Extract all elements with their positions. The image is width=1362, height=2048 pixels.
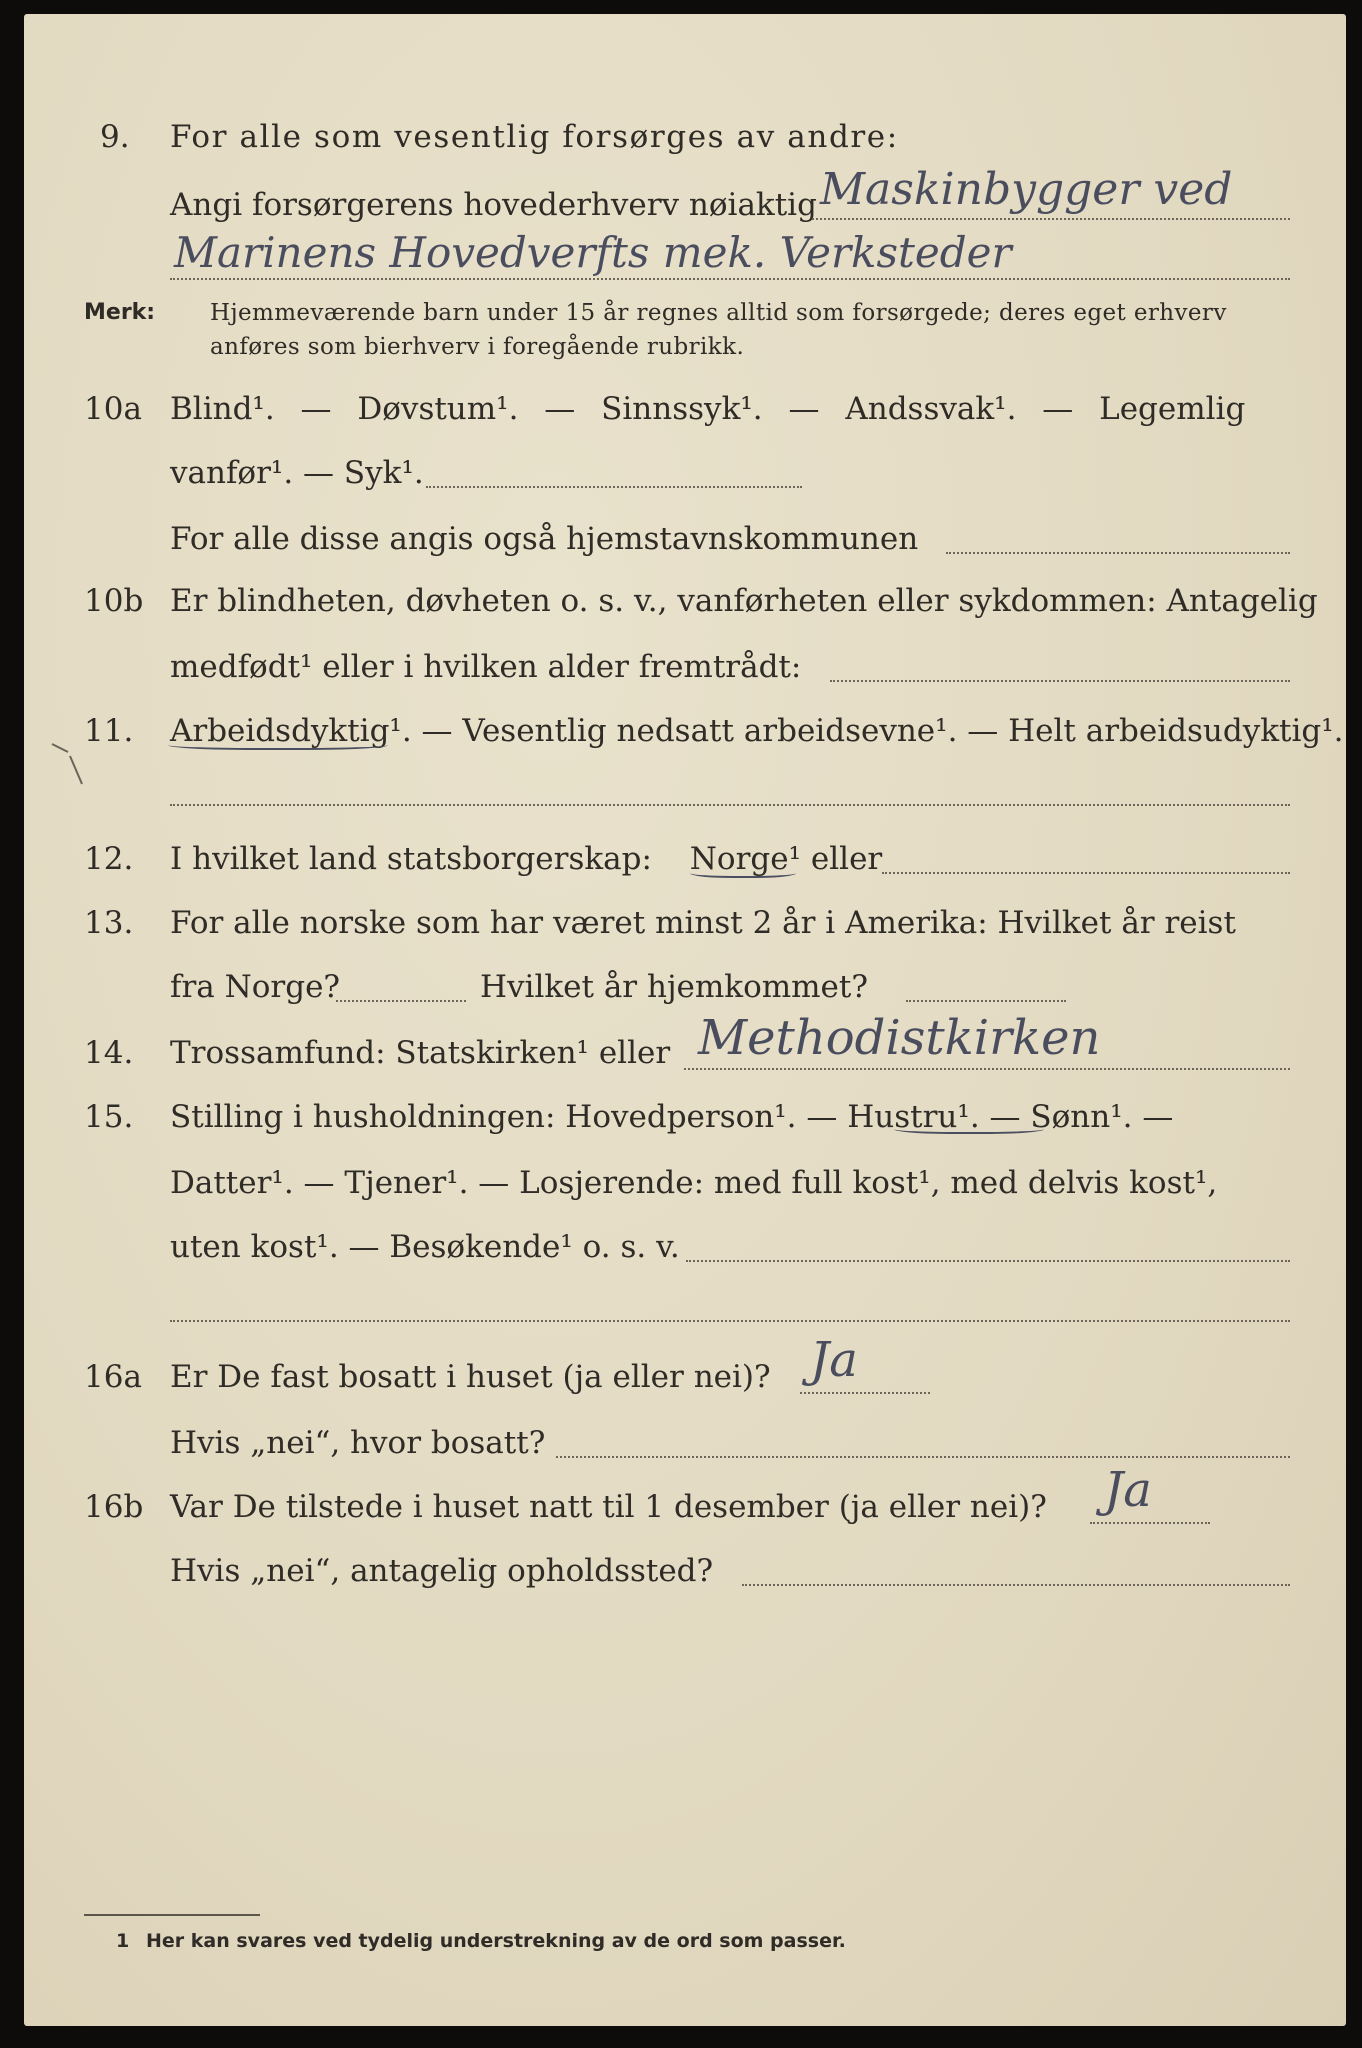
q14-answer-line — [684, 1068, 1290, 1070]
q15-underline-hustru — [894, 1122, 1044, 1134]
q13-line2a: fra Norge? — [170, 969, 341, 1005]
q16b-line1: Var De tilstede i huset natt til 1 desember (ja eller nei)? — [170, 1489, 1047, 1525]
footnote-rule — [84, 1914, 260, 1916]
q16a-line2: Hvis „nei“, hvor bosatt? — [170, 1425, 546, 1461]
q9-line2: Angi forsørgerens hovederhverv nøiaktig — [170, 187, 817, 223]
q12-answer-line — [882, 872, 1290, 874]
merk-label: Merk: — [84, 300, 156, 325]
q14-number: 14. — [84, 1035, 134, 1071]
q13-number: 13. — [84, 905, 134, 941]
q16b-number: 16b — [84, 1489, 144, 1525]
q9-handwritten-answer2: Marinens Hovedverfts mek. Verksteder — [174, 228, 1012, 277]
q16b-answer-line — [1090, 1522, 1210, 1524]
q9-number: 9. — [100, 119, 130, 155]
q12-question: I hvilket land statsborgerskap: — [170, 841, 652, 877]
q9-answer-line2 — [170, 278, 1290, 280]
q16a-residence-line — [556, 1456, 1290, 1458]
q13-departure-line — [336, 1000, 466, 1002]
q12-option-eller: eller — [810, 841, 883, 877]
q15-answer-line2 — [170, 1320, 1290, 1322]
q12-number: 12. — [84, 841, 134, 877]
q14-handwritten-answer: Methodistkirken — [698, 1010, 1101, 1066]
merk-line1: Hjemmeværende barn under 15 år regnes alltid som forsørgede; deres eget erhverv — [210, 300, 1227, 326]
q13-line2b: Hvilket år hjemkommet? — [480, 969, 868, 1005]
census-form-page — [24, 14, 1346, 2026]
q15-answer-line1 — [686, 1260, 1290, 1262]
merk-line2: anføres som bierhverv i foregående rubrikk. — [210, 334, 745, 360]
q10a-hometown-line — [946, 552, 1290, 554]
q10b-answer-line — [830, 680, 1290, 682]
q16a-answer-line — [800, 1392, 930, 1394]
q11-underline-arbeidsdyktig — [168, 738, 388, 750]
footnote-text: Her kan svares ved tydelig understrekning av de ord som passer. — [146, 1930, 846, 1952]
q15-line1: Stilling i husholdningen: Hovedperson¹. — Hustru¹. — Sønn¹. — — [170, 1099, 1174, 1135]
q9-handwritten-answer1: Maskinbygger ved — [820, 164, 1233, 215]
q10b-number: 10b — [84, 583, 144, 619]
margin-tick-mark — [46, 734, 106, 804]
q10a-answer-line — [426, 486, 802, 488]
q15-number: 15. — [84, 1099, 134, 1135]
q15-line3: uten kost¹. — Besøkende¹ o. s. v. — [170, 1229, 680, 1265]
q12-underline-norge — [690, 866, 796, 878]
q10b-line1: Er blindheten, døvheten o. s. v., vanførheten eller sykdommen: Antagelig — [170, 583, 1318, 619]
q16a-number: 16a — [84, 1359, 142, 1395]
q15-line2: Datter¹. — Tjener¹. — Losjerende: med full kost¹, med delvis kost¹, — [170, 1165, 1218, 1201]
q14-text: Trossamfund: Statskirken¹ eller — [170, 1035, 671, 1071]
q13-return-line — [906, 1000, 1066, 1002]
q16b-handwritten-answer: Ja — [1104, 1462, 1152, 1518]
q9-answer-line1 — [812, 218, 1290, 220]
q9-line1: For alle som vesentlig forsørges av andre: — [170, 119, 899, 155]
q13-line1: For alle norske som har været minst 2 år i Amerika: Hvilket år reist — [170, 905, 1236, 941]
q10b-line2: medfødt¹ eller i hvilken alder fremtrådt: — [170, 649, 802, 685]
q10a-line3: For alle disse angis også hjemstavnskommunen — [170, 521, 919, 557]
footnote-marker: 1 — [116, 1930, 130, 1952]
q16b-line2: Hvis „nei“, antagelig opholdssted? — [170, 1553, 714, 1589]
q10a-number: 10a — [84, 391, 142, 427]
q11-answer-line — [170, 804, 1290, 806]
q10a-line2: vanfør¹. — Syk¹. — [170, 455, 424, 491]
q16a-handwritten-answer: Ja — [810, 1332, 858, 1388]
q11-number: 11. — [84, 713, 134, 749]
q11-line1: Arbeidsdyktig¹. — Vesentlig nedsatt arbeidsevne¹. — Helt arbeidsudyktig¹. — [170, 713, 1344, 749]
q12-option-norge: Norge¹ — [689, 841, 802, 877]
q16b-whereabouts-line — [742, 1584, 1290, 1586]
q16a-line1: Er De fast bosatt i huset (ja eller nei)? — [170, 1359, 771, 1395]
q10a-line1: Blind¹. — Døvstum¹. — Sinnssyk¹. — Andssvak¹. — Legemlig — [170, 391, 1246, 427]
